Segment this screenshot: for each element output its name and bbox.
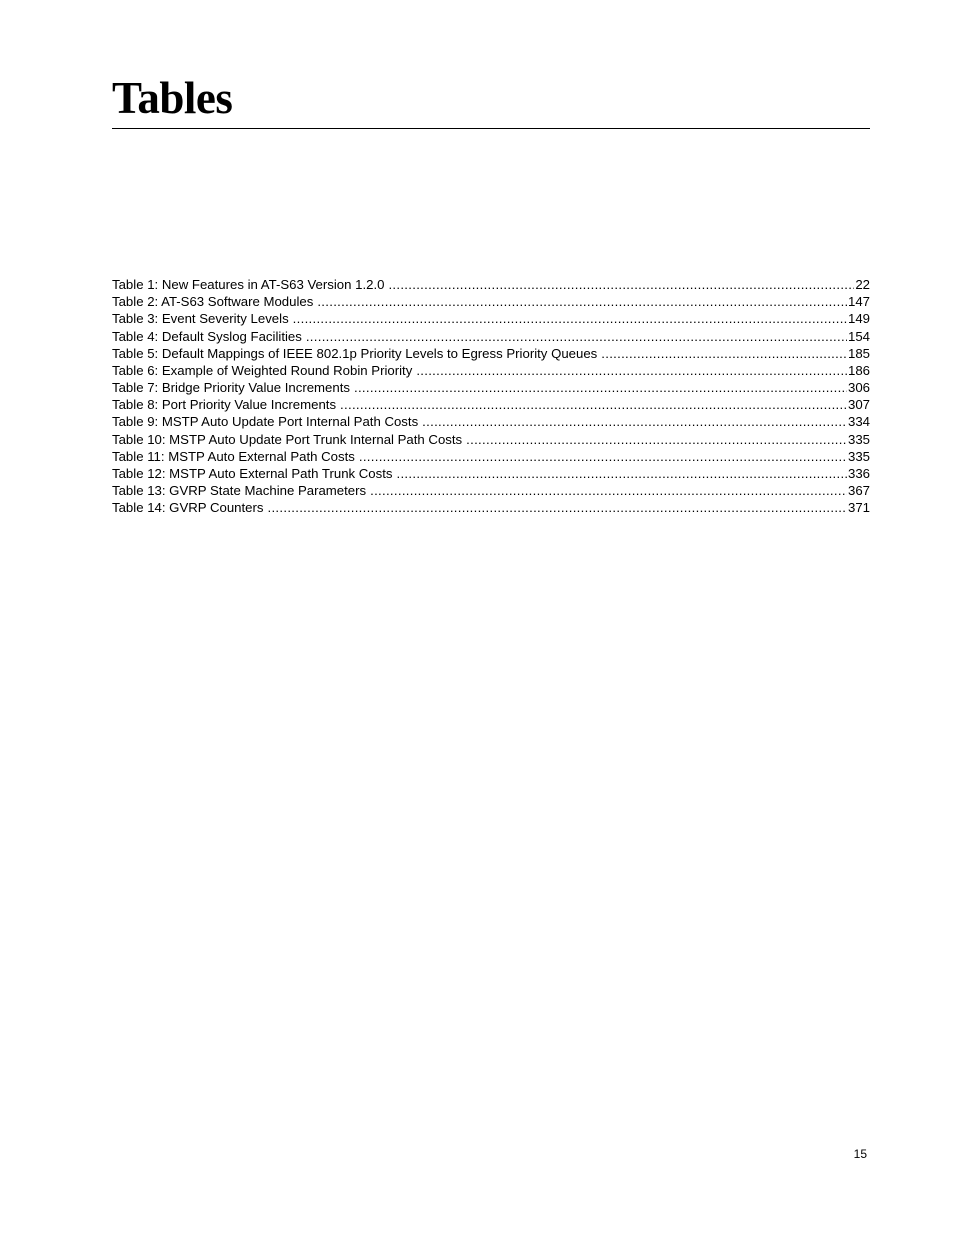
toc-entry-page: 154: [847, 328, 870, 344]
dot-leader: [397, 465, 847, 482]
toc-entry-page: 307: [847, 397, 870, 413]
toc-entry-page: 22: [855, 276, 870, 292]
toc-entry-page: 336: [847, 466, 870, 482]
toc-entry-label: Table 1: New Features in AT-S63 Version 1.2.0: [112, 276, 385, 292]
toc-entry-page: 371: [847, 500, 870, 516]
toc-entry[interactable]: [112, 362, 870, 379]
toc-entry-label: Table 14: GVRP Counters: [112, 500, 264, 516]
dot-leader: [416, 362, 847, 379]
toc-entry-label: Table 13: GVRP State Machine Parameters: [112, 483, 367, 499]
toc-entry[interactable]: [112, 345, 870, 362]
title-rule: [112, 128, 870, 129]
dot-leader: [354, 379, 847, 396]
page-title: Tables: [112, 73, 233, 123]
toc-entry-label: Table 11: MSTP Auto External Path Costs: [112, 448, 355, 464]
toc-entry-page: 147: [847, 294, 870, 310]
toc-entry-page: 335: [847, 431, 870, 447]
dot-leader: [293, 310, 847, 327]
toc-entry-label: Table 3: Event Severity Levels: [112, 311, 289, 327]
dot-leader: [370, 482, 847, 499]
toc-entry-label: Table 4: Default Syslog Facilities: [112, 328, 302, 344]
toc-entry-label: Table 8: Port Priority Value Increments: [112, 397, 337, 413]
toc-entry[interactable]: [112, 448, 870, 465]
toc-entry-label: Table 6: Example of Weighted Round Robin Priority: [112, 362, 413, 378]
toc-entry-page: 334: [847, 414, 870, 430]
toc-entry-label: Table 2: AT-S63 Software Modules: [112, 294, 314, 310]
toc-entry[interactable]: [112, 276, 870, 293]
dot-leader: [340, 396, 847, 413]
toc-entry-label: Table 9: MSTP Auto Update Port Internal Path Costs: [112, 414, 419, 430]
toc-entry-label: Table 7: Bridge Priority Value Increments: [112, 380, 350, 396]
toc-entry[interactable]: [112, 431, 870, 448]
toc-entry-page: 186: [847, 362, 870, 378]
toc-entry[interactable]: [112, 396, 870, 413]
toc-entry-page: 185: [847, 345, 870, 361]
dot-leader: [466, 431, 847, 448]
toc-entry[interactable]: [112, 414, 870, 431]
dot-leader: [422, 413, 847, 430]
toc-entry[interactable]: [112, 328, 870, 345]
dot-leader: [388, 276, 854, 293]
toc-entry[interactable]: [112, 499, 870, 516]
toc-entry-label: Table 5: Default Mappings of IEEE 802.1p Priority Levels to Egress Priority Queues: [112, 345, 598, 361]
page-number: 15: [853, 1147, 867, 1161]
toc-entry-label: Table 12: MSTP Auto External Path Trunk Costs: [112, 466, 393, 482]
dot-leader: [601, 345, 847, 362]
dot-leader: [317, 293, 847, 310]
dot-leader: [306, 328, 847, 345]
dot-leader: [268, 499, 847, 516]
toc-entry-page: 335: [847, 448, 870, 464]
toc-entry-page: 306: [847, 380, 870, 396]
toc-entry-page: 367: [847, 483, 870, 499]
dot-leader: [359, 448, 847, 465]
list-of-tables: [112, 276, 870, 517]
toc-entry-label: Table 10: MSTP Auto Update Port Trunk Internal Path Costs: [112, 431, 463, 447]
toc-entry[interactable]: [112, 482, 870, 499]
toc-entry[interactable]: [112, 293, 870, 310]
toc-entry-page: 149: [847, 311, 870, 327]
toc-entry[interactable]: [112, 379, 870, 396]
toc-entry[interactable]: [112, 310, 870, 327]
toc-entry[interactable]: [112, 465, 870, 482]
